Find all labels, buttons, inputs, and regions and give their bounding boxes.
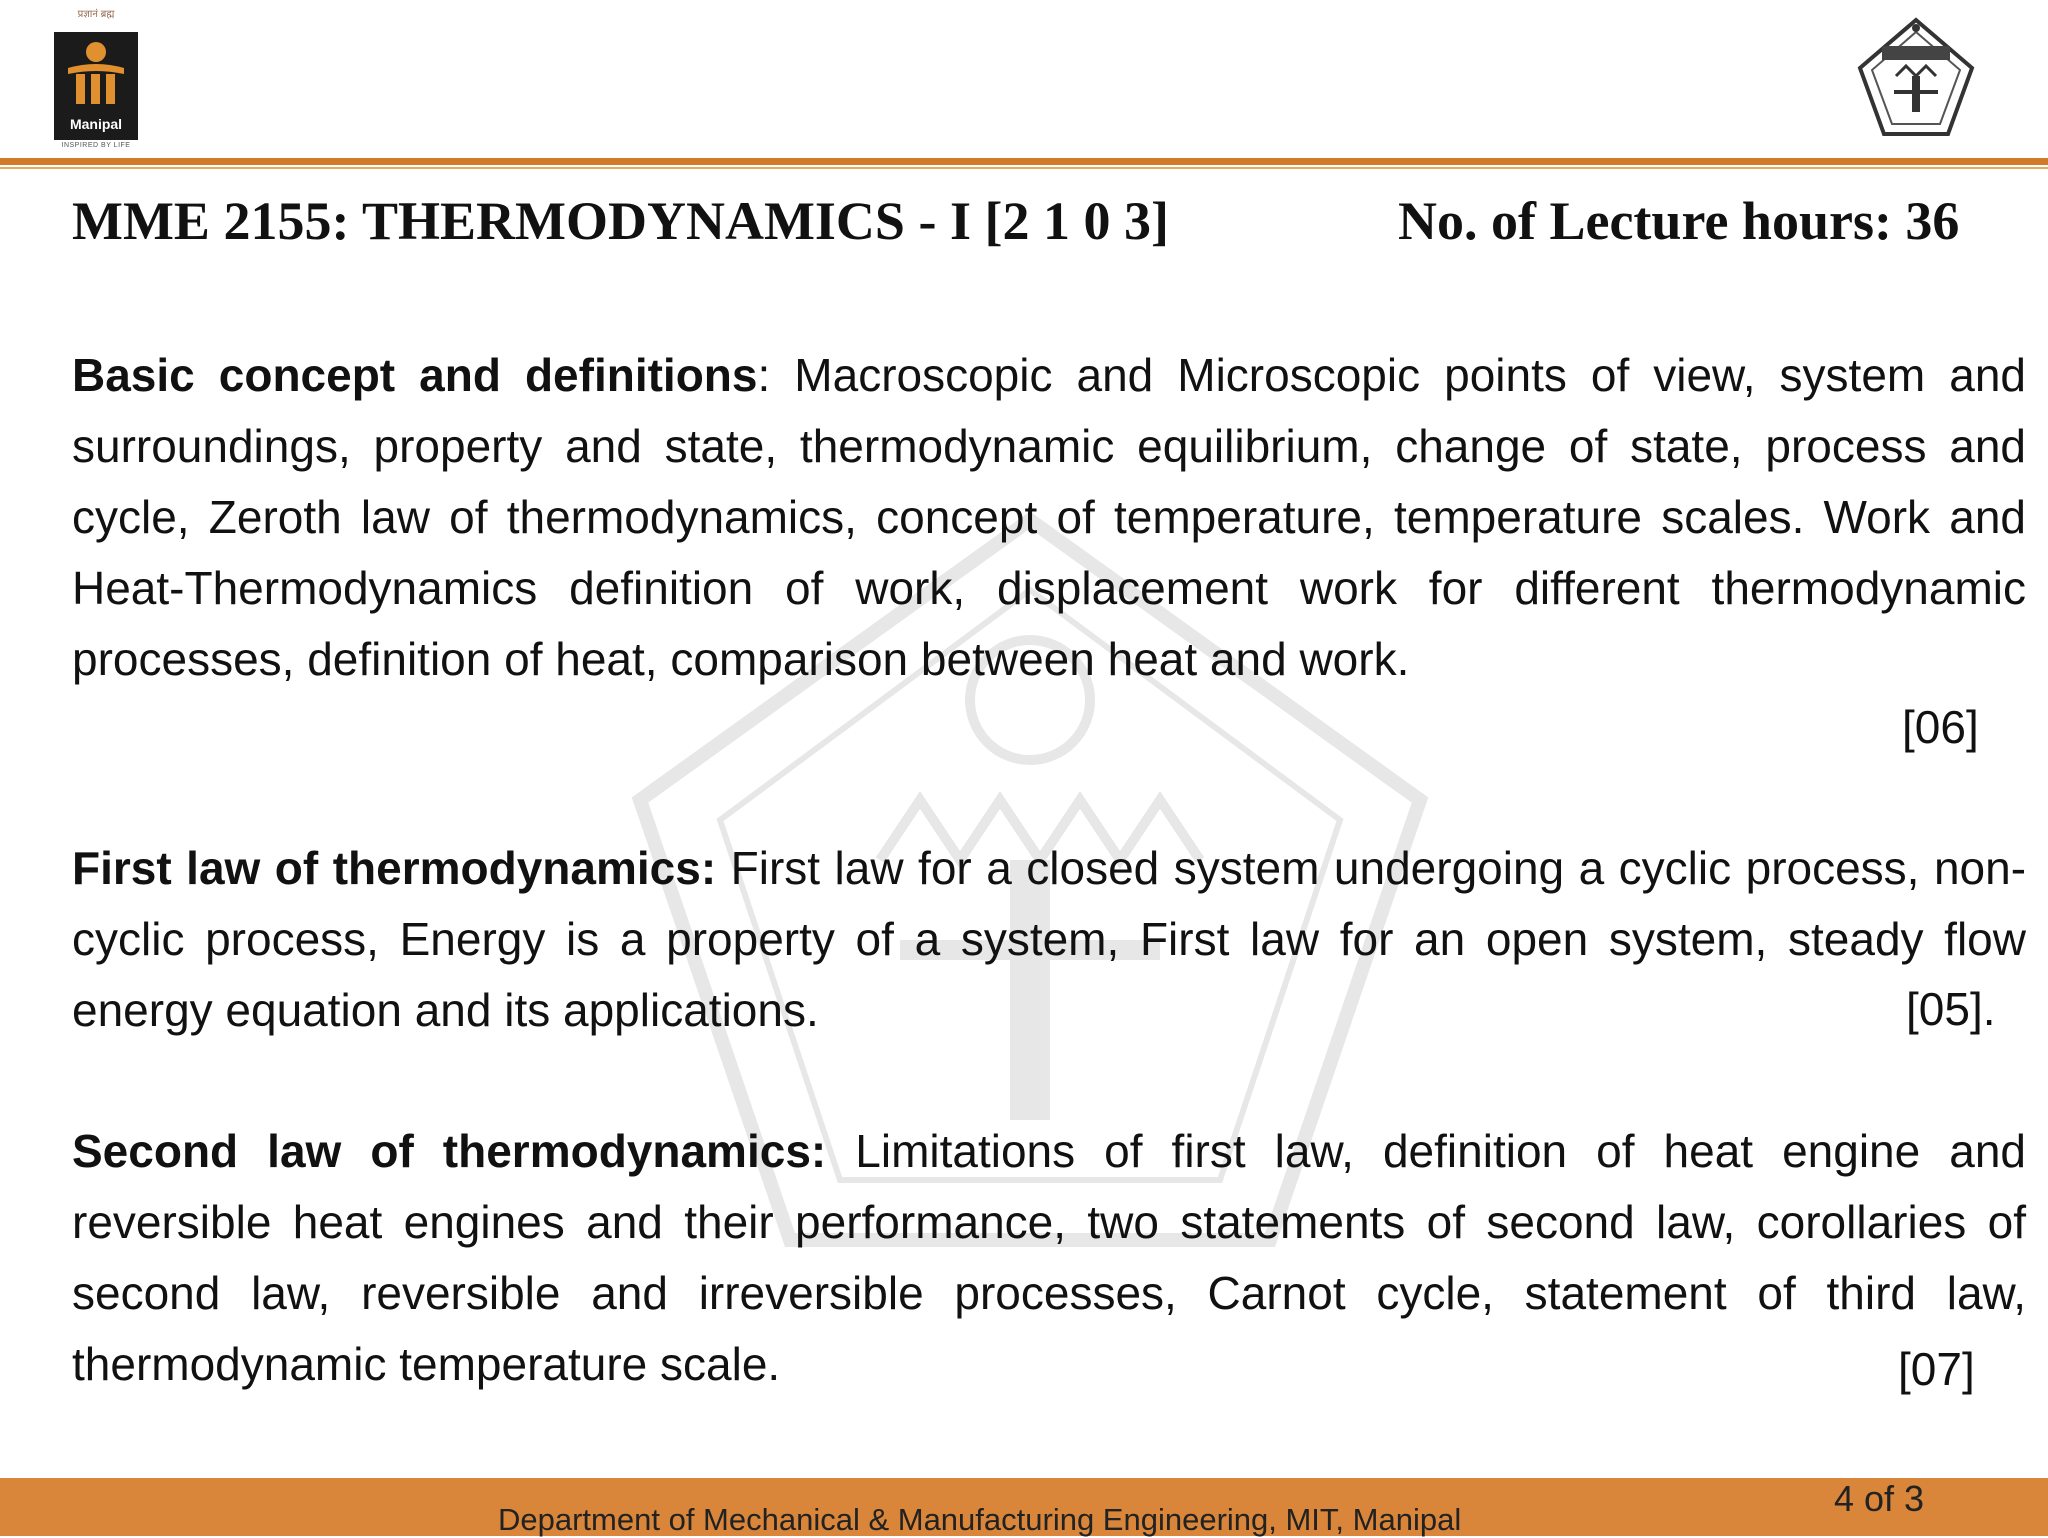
header-rule [0, 158, 2048, 165]
footer-bar [0, 1478, 2048, 1536]
section-body: First law for a closed system undergoing a cyclic process, non-cyclic process, Energy is a property of a system, First law for an open system, steady flow energy equation and its applications. [72, 842, 2027, 1036]
section-heading: Second law of thermodynamics: [72, 1125, 827, 1177]
page-number: 4 of 3 [1834, 1478, 1925, 1519]
section-separator: : [757, 349, 795, 401]
footer-department: Department of Mechanical & Manufacturing Engineering, MIT, Manipal [498, 1502, 1462, 1537]
course-title: MME 2155: THERMODYNAMICS - I [2 1 0 3] [72, 191, 1169, 251]
section-basic-concepts [72, 340, 2026, 695]
section-heading: Basic concept and definitions [72, 349, 758, 401]
manipal-logo [50, 6, 142, 152]
manipal-emblem-icon [54, 32, 138, 112]
logo-name: Manipal [69, 116, 123, 132]
section-body: Limitations of first law, definition of heat engine and reversible heat engines and their performance, two statements of second law, corollaries of second law, reversible and irreversible processes, Carnot cycle, statement of third law, thermodynamic temperature scale. [72, 1125, 2027, 1390]
section-hours: [05]. [1906, 983, 1996, 1035]
section-first-law [72, 833, 2026, 1046]
manipal-logo-badge [54, 32, 138, 140]
logo-tagline-top: प्रज्ञानं ब्रह्म [77, 9, 115, 20]
section-body: Macroscopic and Microscopic points of view, system and surroundings, property and state, thermodynamic equilibrium, change of state, process and cycle, Zeroth law of thermodynamics, concept of temperature, temperature scales. Work and Heat-Thermodynamics definition of work, displacement work for different thermodynamic processes, definition of heat, comparison between heat and work. [72, 349, 2026, 685]
header-rule-thin [0, 167, 2048, 169]
lecture-hours: No. of Lecture hours: 36 [1398, 191, 1960, 251]
section-hours: [06] [1902, 701, 1979, 753]
section-separator [826, 1125, 855, 1177]
section-hours: [07] [1898, 1343, 1975, 1395]
logo-tagline-bottom: INSPIRED BY LIFE [61, 142, 131, 149]
section-heading: First law of thermodynamics: [72, 842, 717, 894]
section-second-law [72, 1116, 2026, 1400]
section-separator [716, 842, 731, 894]
mit-emblem-icon [1856, 16, 1976, 140]
mit-emblem [1856, 16, 1976, 140]
